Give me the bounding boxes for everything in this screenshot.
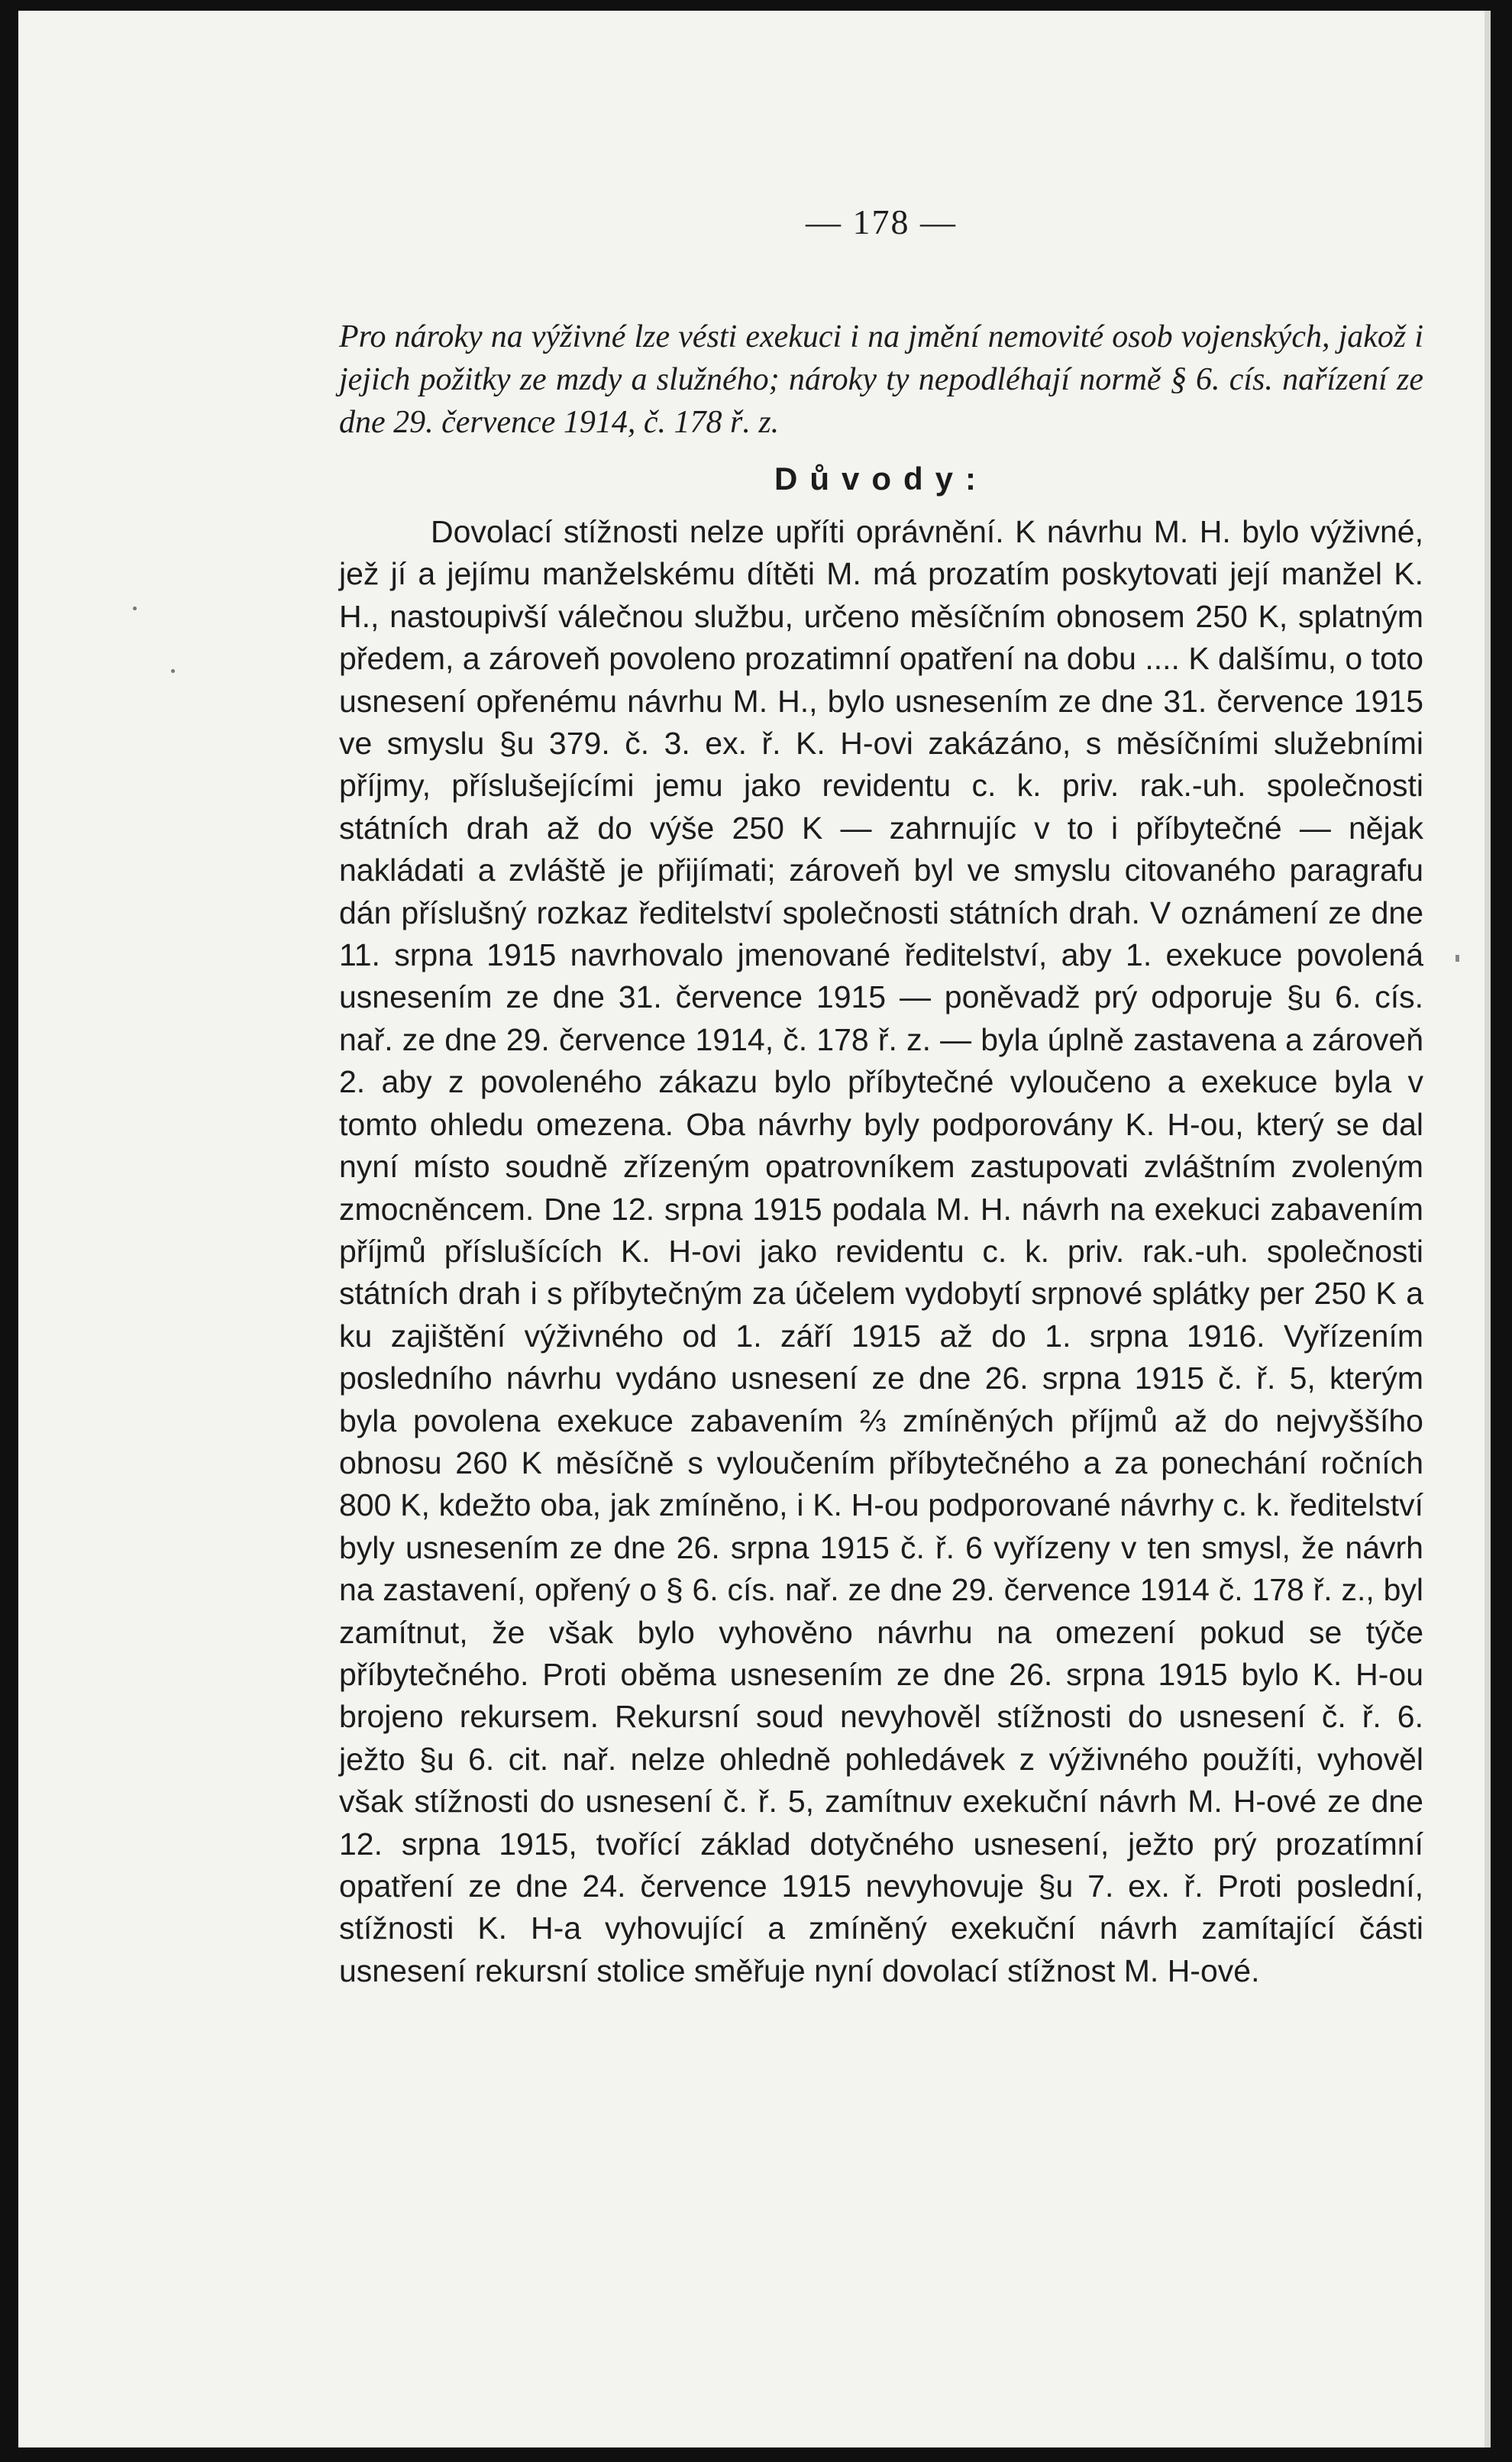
scan-speck <box>133 607 137 610</box>
scanned-page <box>18 11 1491 2447</box>
section-heading: Důvody: <box>774 461 988 497</box>
page-number: — 178 — <box>806 202 957 241</box>
page-content <box>339 202 1423 1992</box>
body-paragraph: Dovolací stížnosti nelze upříti oprávnění. K návrhu M. H. bylo výživné, jež jí a jejímu manželskému dítěti M. má prozatím poskytovati její manžel K. H., nastoupivší válečnou službu, určeno měsíčním obnosem 250 K, splatným předem, a zároveň povoleno prozatimní opatření na dobu .... K dalšímu, o toto usnesení opřenému návrhu M. H., bylo usnesením ze dne 31. července 1915 ve smyslu §u 379. č. 3. ex. ř. K. H-ovi zakázáno, s měsíčními služebními příjmy, příslušejícími jemu jako revidentu c. k. priv. rak.-uh. společnosti státních drah až do výše 250 K — zahrnujíc v to i příbytečné — nějak nakládati a zvláště je přijímati; zároveň byl ve smyslu citovaného paragrafu dán příslušný rozkaz ředitelství společnosti státních drah. V oznámení ze dne 11. srpna 1915 navrhovalo jmenované ředitelství, aby 1. exekuce povolená usnesením ze dne 31. července 1915 — poněvadž prý odporuje §u 6. cís. nař. ze dne 29. července 1914, č. 178 ř. z. — byla úplně zastavena a zároveň 2. aby z povoleného zákazu bylo příbytečné vyloučeno a exekuce byla v tomto ohledu omezena. Oba návrhy byly podporovány K. H-ou, který se dal nyní místo soudně zřízeným opatrovníkem zastupovati zvláštním zvoleným zmocněncem. Dne 12. srpna 1915 podala M. H. návrh na exekuci zabavením příjmů příslušících K. H-ovi jako revidentu c. k. priv. rak.-uh. společnosti státních drah i s příbytečným za účelem vydobytí srpnové splátky per 250 K a ku zajištění výživného od 1. září 1915 až do 1. srpna 1916. Vyřízením posledního návrhu vydáno usnesení ze dne 26. srpna 1915 č. ř. 5, kterým byla povolena exekuce zabavením ⅔ zmíněných příjmů až do nejvyššího obnosu 260 K měsíčně s vyloučením příbytečného a za ponechání ročních 800 K, kdežto oba, jak zmíněno, i K. H-ou podporované návrhy c. k. ředitelství byly usnesením ze dne 26. srpna 1915 č. ř. 6 vyřízeny v ten smysl, že návrh na zastavení, opřený o § 6. cís. nař. ze dne 29. července 1914 č. 178 ř. z., byl zamítnut, že však bylo vyhověno návrhu na omezení pokud se týče příbytečného. Proti oběma usnesením ze dne 26. srpna 1915 bylo K. H-ou brojeno rekursem. Rekursní soud nevyhověl stížnosti do usnesení č. ř. 6. ježto §u 6. cit. nař. nelze ohledně pohledávek z výživného použíti, vyhověl však stížnosti do usnesení č. ř. 5, zamítnuv exekuční návrh M. H-ové ze dne 12. srpna 1915, tvořící základ dotyčného usnesení, ježto prý prozatímní opatření ze dne 24. července 1915 nevyhovuje §u 7. ex. ř. Proti poslední, stížnosti K. H-a vyhovující a zmíněný exekuční návrh zamítající části usnesení rekursní stolice směřuje nyní dovolací stížnost M. H-ové. <box>339 514 1423 1988</box>
scan-speck <box>1455 955 1459 962</box>
headnote: Pro nároky na výživné lze vésti exekuci i na jmění nemovité osob vojenských, jakož i jejich požitky ze mzdy a služného; nároky ty nepodléhají normě § 6. cís. nařízení ze dne 29. července 1914, č. 178 ř. z. <box>339 319 1423 440</box>
scan-speck <box>171 669 175 673</box>
